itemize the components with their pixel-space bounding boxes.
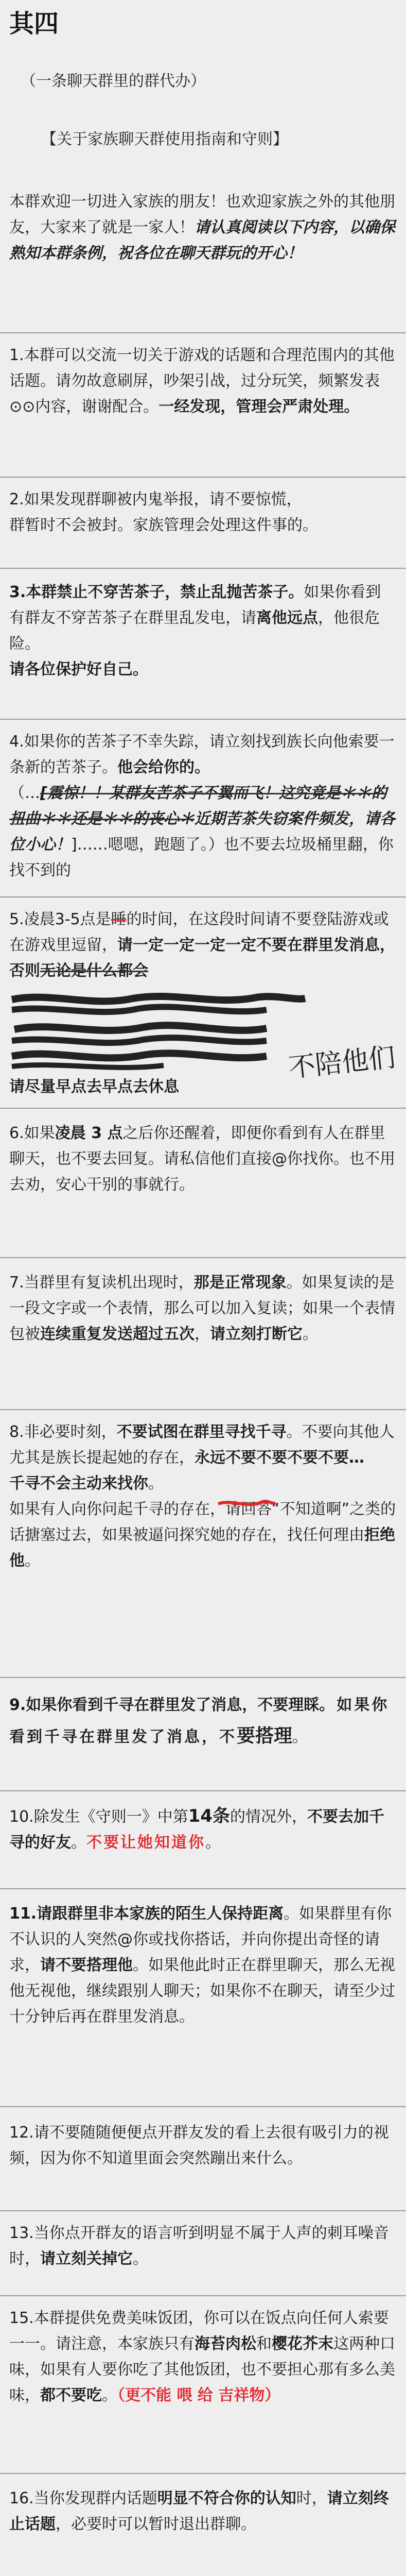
rule-16: [9, 2486, 396, 2537]
rule-16-bold-2: 请立刻终止话题: [9, 2489, 389, 2533]
rule-16-bold-1: 明显不符合你的认知: [157, 2489, 296, 2507]
rule-7-text-a: 7.当群里有复读机出现时，: [9, 1274, 194, 1292]
rule-8-text-a: 8.非必要时刻，: [9, 1423, 117, 1441]
rule-3-emphasis: 3.本群禁止不穿苦茶子，禁止乱抛苦茶子。: [9, 583, 304, 601]
rule-3: [9, 580, 396, 683]
rule-12-text: 12.请不要随随便便点开群友发的看上去很有吸引力的视频，因为你不知道里面会突然蹦出来什么。: [9, 2124, 389, 2167]
rule-11-text-b: 。如果他此时正在群里聊天，那么无视他无视他，继续跟别人聊天；如果你不在聊天，请至少过十分钟后再在群里发消息。: [9, 1956, 395, 2026]
rule-11-bold-2: 请不要搭理他: [40, 1956, 133, 1974]
rule-5: [9, 907, 396, 984]
rule-8-bold-3: 千寻不会主动来找你: [9, 1475, 148, 1493]
rule-4-text: 4.如果你的苦茶子不幸失踪，请立刻找到族长向他索要一条新的苦茶子。: [9, 733, 395, 776]
rule-8-text-d: 如果有人向你问起千寻的存在，请回答“不知道啊”之类的话搪塞过去，如果被逼问探究她的存在，找任何理由: [9, 1500, 396, 1544]
rule-9-text-e: 。: [292, 1728, 308, 1746]
rule-15-bold-2: 樱花芥末: [272, 2335, 333, 2353]
divider: [0, 2106, 406, 2107]
rule-4-quote-b: 这究竟是＊＊的扭曲＊＊还是＊＊的丧心＊: [9, 784, 387, 828]
rule-8-text-b: 。不要向其他人尤其是族长提起她的存在，: [9, 1423, 395, 1467]
scribble-redaction: [9, 989, 308, 1074]
rule-10-red: 不要让她知道你: [86, 1834, 205, 1852]
intro-paragraph: [9, 189, 396, 266]
rule-4-quote-end: ]……嗯嗯，跑题了。）也不要去垃圾桶里翻，你找不到的: [9, 836, 394, 879]
rule-2: [9, 487, 396, 538]
rule-9-bold-1: 9.如果你看到千寻在群里发了消息，不要理睬: [9, 1696, 320, 1714]
rule-11-text-a: 。如果群里有你不认识的人突然@你或找你搭话，并向你提出奇怪的请求，: [9, 1905, 392, 1974]
rule-5-text-c: 的时间，在这段时间请不要登陆游戏或在游戏里逗留，: [9, 910, 389, 954]
rule-6-text-c: 之后你还醒着，即便你看到有人在群里聊天，也不要去回复。请私信他们直接@你找你。也不用去劝，安心干别的事就行。: [9, 1124, 395, 1194]
rule-1-text: 1.本群可以交流一切关于游戏的话题和合理范围内的其他话题。请勿故意刷屏，吵架引战，过分玩笑，频繁发表⊙⊙内容，谢谢配合。: [9, 346, 395, 416]
divider: [0, 1257, 406, 1258]
guide-banner: 【关于家族聊天群使用指南和守则】: [41, 130, 288, 148]
rule-15-text-e: 这两种口味，如果有人要你吃了其他饭团，也不要担心那有多么美味，: [9, 2335, 395, 2404]
handwriting-note: 不陪他们: [287, 1042, 397, 1084]
rule-2-text-1: 2.如果发现群聊被内鬼举报，请不要惊慌，: [9, 490, 302, 509]
rule-16-text-b: 时，: [296, 2489, 327, 2507]
rule-15: [9, 2306, 396, 2409]
rule-14: [9, 2221, 396, 2272]
rule-9-bold-2: 要搭理: [237, 1725, 293, 1747]
rule-16-text-d: 。: [241, 2515, 256, 2533]
rule-15-text-a: 15.本群提供免费美味饭团，你可以在饭点向任何人索要: [9, 2309, 389, 2327]
rule-5-emphasis: 请一定一定一定一定不要在群里发消息，否则: [9, 936, 395, 980]
rule-7-text-d: 。: [303, 1325, 318, 1343]
divider: [0, 896, 406, 897]
rule-15-text-c: 请注意，本家族只有: [56, 2335, 195, 2353]
page-title: 其四: [9, 9, 59, 38]
rule-10-text-d: 。: [205, 1834, 221, 1852]
rule-1-emphasis: 一经发现，管理会严肃处理。: [158, 398, 360, 416]
rule-16-text-a: 16.当你发现群内话题: [9, 2489, 157, 2507]
divider: [0, 2473, 406, 2474]
rule-8-text-c: 。: [148, 1475, 164, 1493]
rule-5-tail-text: 请尽量早点去早点去休息: [9, 1078, 179, 1096]
red-scribble: [216, 1497, 278, 1511]
rule-15-text-f: 。: [102, 2386, 117, 2404]
rule-5-text-a: 5.凌晨3-5点是: [9, 910, 111, 928]
rule-8-bold-2: 永远不要不要不要不要…: [195, 1449, 364, 1467]
rule-7-text-b: 。如果复读的是一段文字或一个表情，那么可以加入复读；如果一个表情包被: [9, 1274, 395, 1343]
subtitle: （一条聊天群里的群代办）: [21, 72, 206, 90]
rule-3-protect: 请各位保护好自己。: [9, 660, 148, 679]
rule-4-quote-c: 近期苦茶失窃案件频发，: [195, 810, 364, 828]
divider: [0, 719, 406, 720]
rule-8-bold-4: 拒绝他: [9, 1526, 395, 1570]
divider: [0, 332, 406, 333]
rule-15-text-d: 和: [256, 2335, 272, 2353]
rule-3-text-2: ，他很危险。: [9, 609, 380, 653]
rule-15-red: （更不能 喂 给 吉祥物）: [117, 2386, 280, 2404]
rule-15-bold-3: 都不要吃: [40, 2386, 102, 2404]
rule-4-quote-d: 请各位小心！: [9, 810, 395, 854]
rule-16-text-c: ，必要时可以暂时退出群聊: [56, 2515, 241, 2533]
rule-7-bold-3: 请立刻打断它: [210, 1325, 303, 1343]
divider: [0, 1108, 406, 1109]
rule-10-text-c: 。: [71, 1834, 86, 1852]
rule-8: [9, 1419, 396, 1574]
divider: [0, 2210, 406, 2211]
divider: [0, 1888, 406, 1889]
rule-7-bold-1: 那是正常现象: [193, 1274, 287, 1292]
rule-4-emphasis: 他会给你的。: [117, 758, 210, 776]
rule-4-quote-open: （…: [9, 784, 40, 802]
divider: [0, 477, 406, 478]
rule-10-text-b: 的情况外，: [230, 1808, 308, 1826]
rule-6-time: 凌晨 3 点: [55, 1124, 123, 1142]
rule-10-bold-1: 14条: [188, 1806, 231, 1826]
rule-12: [9, 2120, 396, 2172]
rule-7: [9, 1270, 396, 1347]
rule-4-quote-a: [震惊！！某群友苦茶子不翼而飞！: [40, 784, 279, 802]
divider: [0, 1677, 406, 1678]
rule-3-warn: 离他远点: [256, 609, 318, 627]
rule-15-text-b: 一一。: [9, 2335, 56, 2353]
rule-4: [9, 729, 396, 884]
rule-8-bold-1: 不要试图在群里寻找千寻: [116, 1423, 287, 1441]
rule-5-crossed: 睡: [111, 910, 127, 928]
rule-14-text-c: 。: [133, 2250, 148, 2268]
intro-text: 本群欢迎一切进入家族的朋友！也欢迎家族之外的其他朋友，大家来了就是一家人！: [9, 193, 395, 236]
rule-9: [9, 1690, 396, 1753]
divider: [0, 2295, 406, 2296]
rule-5-hidden: 无论是什么都会: [40, 962, 148, 980]
rule-10-bold-2: 不要去加千寻的好友: [9, 1808, 385, 1852]
rule-14-text-a: 13.当你点开群友的语言: [9, 2224, 173, 2242]
rule-6-text-a: 6.如果: [9, 1124, 55, 1142]
rule-10-text-a: 10.除发生《守则一》中第: [9, 1808, 188, 1826]
rule-2-text-2: 群暂时不会被封。家族管理会处理这件事的。: [9, 516, 318, 534]
rule-14-bold: 请立刻关掉它: [40, 2250, 133, 2268]
rule-6: [9, 1121, 396, 1198]
rule-7-text-c: ，: [195, 1325, 210, 1343]
rule-3-text: 如果你看到有群友不穿苦茶子在群里乱发电，请: [9, 583, 381, 627]
rule-15-bold-1: 海苔肉松: [195, 2335, 256, 2353]
rule-10: [9, 1803, 396, 1856]
divider: [0, 1790, 406, 1791]
rule-8-text-e: 。: [25, 1552, 40, 1570]
rule-7-bold-2: 连续重复发送超过五次: [40, 1325, 195, 1343]
rule-14-text-b: 听到明显不属于人声的刺耳噪音时，: [9, 2224, 389, 2268]
rule-11: [9, 1901, 396, 2030]
rule-11-bold-1: 11.请跟群里非本家族的陌生人保持距离: [9, 1905, 284, 1923]
intro-emphasis: 请认真阅读以下内容，以确保熟知本群条例，祝各位在聊天群玩的开心！: [9, 218, 395, 262]
rule-1: [9, 343, 396, 420]
rule-9-text-c: 。如果你看到千寻在群里发了消息，不: [9, 1696, 390, 1746]
divider: [0, 1409, 406, 1410]
divider: [0, 568, 406, 569]
